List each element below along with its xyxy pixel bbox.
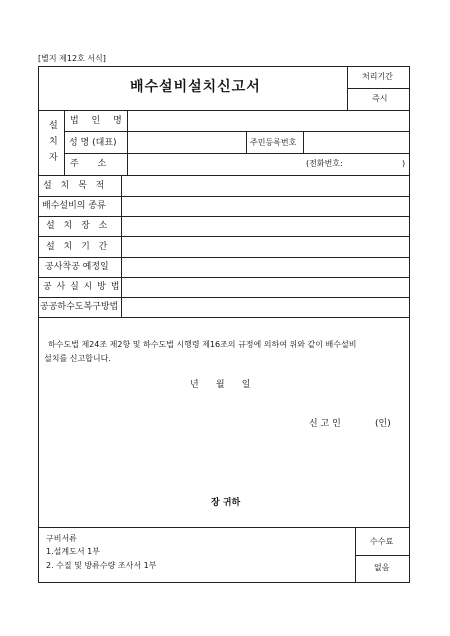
field-method-input[interactable]	[122, 278, 409, 296]
date-line: 년 월 일	[190, 380, 251, 390]
field-label-method: 공 사 실 시 방 법	[43, 282, 121, 292]
field-purpose-input[interactable]	[122, 176, 409, 195]
field-label-purpose: 설 치 목 적	[43, 181, 108, 191]
attachment-item-2: 2. 수질 및 방류수량 조사서 1부	[46, 561, 157, 570]
installer-label-2: 치	[49, 137, 58, 147]
address-label: 주 소	[70, 159, 115, 169]
field-restoration-input[interactable]	[122, 298, 409, 316]
resident-number-field[interactable]	[304, 132, 409, 152]
representative-name-field[interactable]	[128, 132, 245, 152]
field-label-location: 설 치 장 소	[46, 221, 111, 231]
applicant-label: 신 고 인	[309, 419, 341, 429]
field-start-date-input[interactable]	[122, 258, 409, 276]
address-field[interactable]	[128, 154, 303, 174]
addressee: 장 귀하	[211, 498, 241, 508]
statement-line-2: 설치를 신고합니다.	[44, 354, 111, 363]
representative-name-label: 성 명 (대표)	[69, 138, 117, 148]
phone-label: (전화번호:	[306, 159, 343, 168]
field-type-input[interactable]	[122, 197, 409, 215]
attachments-header: 구비서류	[46, 534, 77, 543]
corp-name-label: 법 인 명	[70, 116, 127, 126]
attachment-item-1: 1.설계도서 1부	[46, 547, 100, 556]
processing-period-label: 처리기간	[362, 72, 393, 81]
field-label-start-date: 공사착공 예정일	[45, 262, 109, 272]
installer-label-1: 설	[49, 121, 58, 131]
seal-mark: (인)	[375, 419, 391, 429]
field-period-input[interactable]	[122, 237, 409, 256]
processing-period-value: 즉시	[372, 94, 388, 103]
corp-name-field[interactable]	[128, 111, 409, 130]
fee-label: 수수료	[370, 537, 394, 546]
field-label-period: 설 치 기 간	[46, 242, 111, 252]
field-label-restoration: 공공하수도복구방법	[40, 302, 119, 312]
form-title: 배수설비설치신고서	[130, 79, 261, 95]
fee-value: 없음	[374, 563, 390, 572]
field-label-type: 배수설비의 종류	[42, 201, 106, 211]
phone-close: )	[402, 159, 406, 168]
installer-label-3: 자	[49, 153, 58, 163]
field-location-input[interactable]	[122, 217, 409, 235]
statement-line-1: 하수도법 제24조 제2항 및 하수도법 시행령 제16조의 규정에 의하여 위와 같이 배수설비	[48, 340, 357, 349]
form-reference: [별지 제12호 서식]	[38, 54, 106, 63]
applicant-name-field[interactable]	[336, 416, 372, 430]
resident-number-label: 주민등록번호	[250, 138, 297, 147]
